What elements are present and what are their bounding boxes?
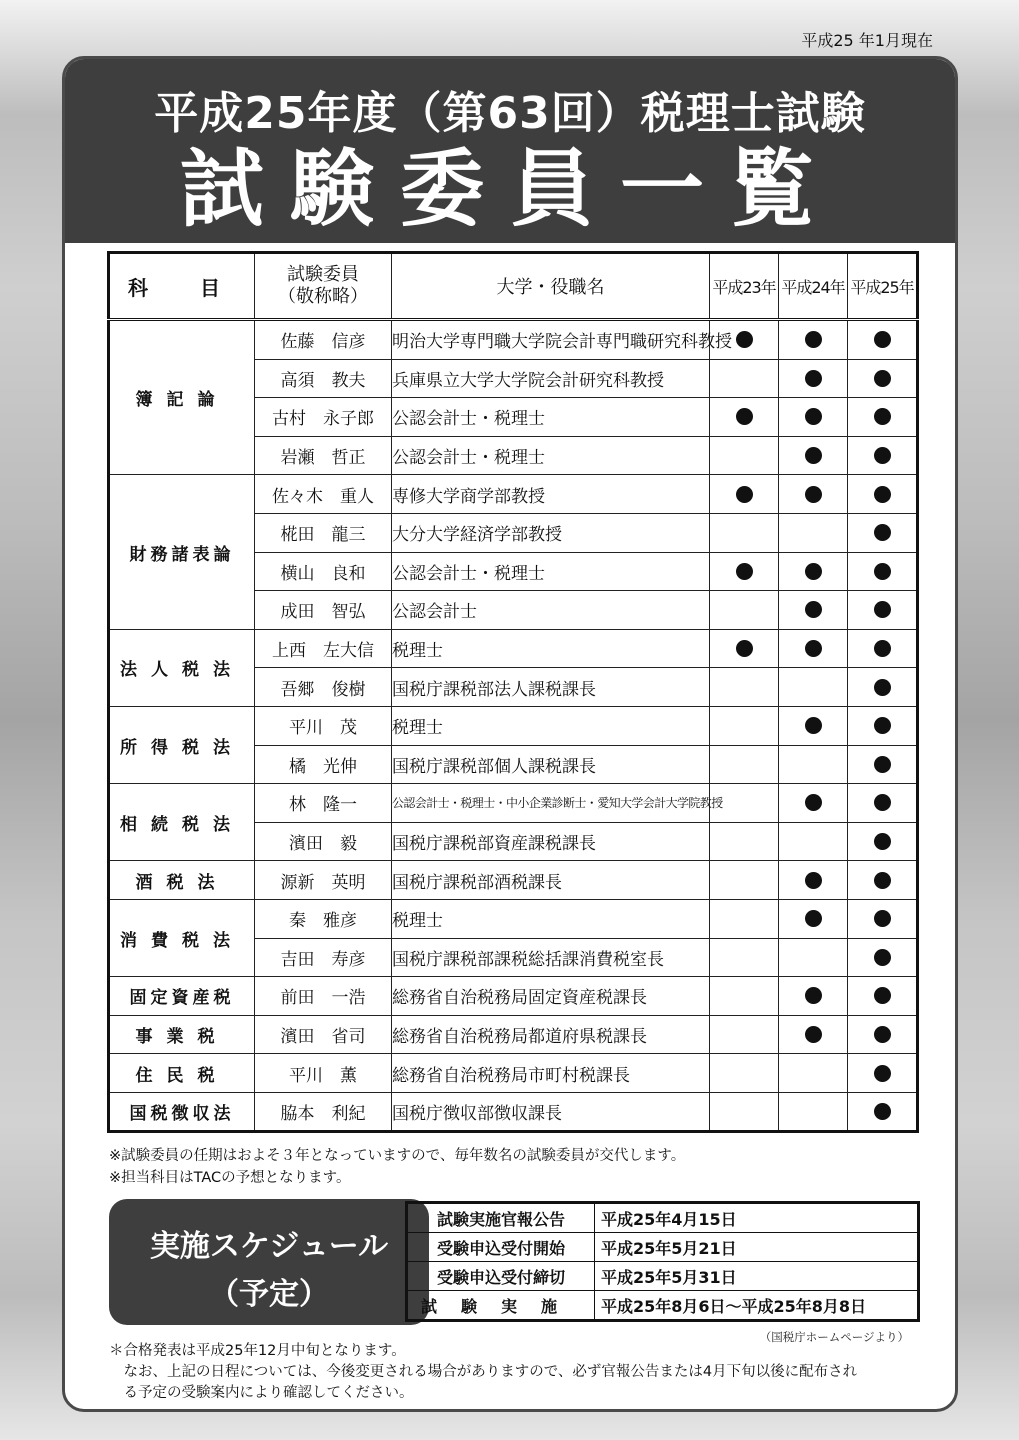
member-name: 平川 薫 [255, 1054, 392, 1093]
mark-y23 [710, 629, 779, 668]
member-title: 大分大学経済学部教授 [392, 513, 710, 552]
mark-y25 [848, 861, 918, 900]
mark-y23 [710, 1092, 779, 1132]
mark-y24 [779, 784, 848, 823]
member-title: 明治大学専門職大学院会計専門職研究科教授 [392, 320, 710, 360]
mark-y25 [848, 668, 918, 707]
table-row [109, 1015, 918, 1054]
filled-circle-icon [874, 949, 891, 966]
member-name: 橘 光伸 [255, 745, 392, 784]
filled-circle-icon [736, 486, 753, 503]
schedule-row [407, 1262, 919, 1291]
filled-circle-icon [874, 447, 891, 464]
filled-circle-icon [874, 1026, 891, 1043]
mark-y24 [779, 1015, 848, 1054]
notes [109, 1145, 685, 1189]
mark-y25 [848, 436, 918, 475]
schedule-event: 受験申込受付開始 [407, 1233, 595, 1262]
member-name: 平川 茂 [255, 706, 392, 745]
table-body [109, 320, 918, 1132]
mark-y25 [848, 320, 918, 360]
member-name: 濱田 省司 [255, 1015, 392, 1054]
mark-y23 [710, 668, 779, 707]
table-row [109, 861, 918, 900]
mark-y23 [710, 1054, 779, 1093]
subject-cell: 固定資産税 [109, 977, 255, 1016]
filled-circle-icon [874, 872, 891, 889]
member-title: 公認会計士・税理士 [392, 398, 710, 437]
schedule-row [407, 1203, 919, 1233]
member-name: 脇本 利紀 [255, 1092, 392, 1132]
filled-circle-icon [874, 563, 891, 580]
header-title: 大学・役職名 [392, 253, 710, 320]
filled-circle-icon [874, 601, 891, 618]
subject-cell: 財務諸表論 [109, 475, 255, 629]
filled-circle-icon [736, 563, 753, 580]
member-title: 総務省自治税務局市町村税課長 [392, 1054, 710, 1093]
filled-circle-icon [874, 910, 891, 927]
member-name: 佐藤 信彦 [255, 320, 392, 360]
filled-circle-icon [874, 717, 891, 734]
subject-cell: 法人税法 [109, 629, 255, 706]
mark-y24 [779, 668, 848, 707]
subject-cell: 簿記論 [109, 320, 255, 475]
filled-circle-icon [805, 408, 822, 425]
subject-cell: 国税徴収法 [109, 1092, 255, 1132]
table-row [109, 629, 918, 668]
member-title: 国税庁課税部法人課税課長 [392, 668, 710, 707]
footnote [109, 1341, 929, 1404]
mark-y25 [848, 513, 918, 552]
member-title: 税理士 [392, 899, 710, 938]
filled-circle-icon [874, 1103, 891, 1120]
mark-y24 [779, 475, 848, 514]
member-title: 総務省自治税務局都道府県税課長 [392, 1015, 710, 1054]
member-title: 公認会計士 [392, 591, 710, 630]
mark-y24 [779, 977, 848, 1016]
mark-y25 [848, 1015, 918, 1054]
mark-y23 [710, 475, 779, 514]
schedule-subtitle: （予定） [209, 1277, 329, 1312]
mark-y24 [779, 861, 848, 900]
mark-y25 [848, 1054, 918, 1093]
filled-circle-icon [805, 910, 822, 927]
filled-circle-icon [736, 640, 753, 657]
table-header-row [109, 253, 918, 320]
mark-y25 [848, 359, 918, 398]
member-name: 椛田 龍三 [255, 513, 392, 552]
member-name: 前田 一浩 [255, 977, 392, 1016]
mark-y24 [779, 706, 848, 745]
subject-cell: 消費税法 [109, 899, 255, 976]
table-row [109, 899, 918, 938]
document-panel [62, 56, 958, 1412]
filled-circle-icon [874, 486, 891, 503]
note-line: ※試験委員の任期はおよそ３年となっていますので、毎年数名の試験委員が交代します。 [109, 1148, 686, 1164]
mark-y25 [848, 552, 918, 591]
table-row [109, 320, 918, 360]
filled-circle-icon [874, 794, 891, 811]
schedule-title: 実施スケジュール [149, 1229, 389, 1264]
filled-circle-icon [874, 640, 891, 657]
mark-y24 [779, 398, 848, 437]
mark-y25 [848, 745, 918, 784]
schedule-row [407, 1233, 919, 1262]
member-title: 国税庁徴収部徴収課長 [392, 1092, 710, 1132]
mark-y24 [779, 513, 848, 552]
table-row [109, 706, 918, 745]
filled-circle-icon [874, 833, 891, 850]
filled-circle-icon [874, 756, 891, 773]
member-name: 佐々木 重人 [255, 475, 392, 514]
mark-y23 [710, 398, 779, 437]
header-year-23: 平成23年 [710, 253, 779, 320]
mark-y23 [710, 822, 779, 861]
member-title: 公認会計士・税理士 [392, 552, 710, 591]
filled-circle-icon [805, 486, 822, 503]
schedule-date: 平成25年8月6日～平成25年8月8日 [595, 1291, 919, 1321]
mark-y23 [710, 899, 779, 938]
filled-circle-icon [736, 331, 753, 348]
member-name: 岩瀬 哲正 [255, 436, 392, 475]
member-title: 公認会計士・税理士 [392, 436, 710, 475]
table-row [109, 977, 918, 1016]
mark-y25 [848, 591, 918, 630]
member-name: 吾郷 俊樹 [255, 668, 392, 707]
mark-y23 [710, 513, 779, 552]
member-name: 成田 智弘 [255, 591, 392, 630]
mark-y23 [710, 706, 779, 745]
mark-y24 [779, 436, 848, 475]
member-name: 上西 左大信 [255, 629, 392, 668]
mark-y23 [710, 436, 779, 475]
footnote-line: なお、上記の日程については、今後変更される場合がありますので、必ず官報公告または4月下旬以後に配布され [109, 1364, 858, 1380]
subject-cell: 所得税法 [109, 706, 255, 783]
member-name: 高須 教夫 [255, 359, 392, 398]
member-title: 専修大学商学部教授 [392, 475, 710, 514]
mark-y23 [710, 552, 779, 591]
filled-circle-icon [805, 794, 822, 811]
table-row [109, 784, 918, 823]
filled-circle-icon [874, 679, 891, 696]
member-name: 濱田 毅 [255, 822, 392, 861]
header-year-24: 平成24年 [779, 253, 848, 320]
header-member: 試験委員 （敬称略） [255, 253, 392, 320]
mark-y25 [848, 398, 918, 437]
mark-y24 [779, 1054, 848, 1093]
mark-y24 [779, 359, 848, 398]
filled-circle-icon [874, 524, 891, 541]
header-subject: 科 目 [109, 253, 255, 320]
mark-y24 [779, 1092, 848, 1132]
subject-cell: 相続税法 [109, 784, 255, 861]
subject-cell: 事業税 [109, 1015, 255, 1054]
member-title: 国税庁課税部個人課税課長 [392, 745, 710, 784]
mark-y25 [848, 822, 918, 861]
subject-cell: 酒税法 [109, 861, 255, 900]
mark-y25 [848, 475, 918, 514]
examiner-table [107, 251, 919, 1133]
mark-y24 [779, 822, 848, 861]
filled-circle-icon [874, 1065, 891, 1082]
mark-y24 [779, 745, 848, 784]
member-name: 横山 良和 [255, 552, 392, 591]
mark-y23 [710, 591, 779, 630]
schedule-table [405, 1201, 920, 1322]
footnote-line: る予定の受験案内により確認してください。 [109, 1385, 414, 1401]
header-banner [65, 59, 955, 243]
mark-y24 [779, 938, 848, 977]
member-title: 税理士 [392, 629, 710, 668]
page-title: 試験委員一覧 [179, 140, 840, 238]
filled-circle-icon [805, 640, 822, 657]
schedule-label-box [109, 1199, 429, 1325]
note-line: ※担当科目はTACの予想となります。 [109, 1170, 351, 1186]
filled-circle-icon [874, 408, 891, 425]
filled-circle-icon [736, 408, 753, 425]
table-row [109, 475, 918, 514]
member-name: 源新 英明 [255, 861, 392, 900]
mark-y24 [779, 629, 848, 668]
table-row [109, 1054, 918, 1093]
filled-circle-icon [874, 987, 891, 1004]
member-name: 林 隆一 [255, 784, 392, 823]
mark-y25 [848, 1092, 918, 1132]
schedule-date: 平成25年4月15日 [595, 1203, 919, 1233]
as-of-date: 平成25 年1月現在 [801, 31, 933, 50]
schedule-event: 試験実施 [407, 1291, 595, 1321]
mark-y23 [710, 1015, 779, 1054]
schedule-event: 受験申込受付締切 [407, 1262, 595, 1291]
exam-subtitle: 平成25年度（第63回）税理士試験 [154, 88, 866, 139]
mark-y24 [779, 591, 848, 630]
filled-circle-icon [805, 601, 822, 618]
mark-y24 [779, 899, 848, 938]
filled-circle-icon [874, 370, 891, 387]
header-year-25: 平成25年 [848, 253, 918, 320]
mark-y25 [848, 977, 918, 1016]
member-name: 秦 雅彦 [255, 899, 392, 938]
mark-y23 [710, 745, 779, 784]
member-title: 国税庁課税部資産課税課長 [392, 822, 710, 861]
mark-y23 [710, 359, 779, 398]
mark-y24 [779, 320, 848, 360]
mark-y25 [848, 899, 918, 938]
filled-circle-icon [805, 447, 822, 464]
mark-y25 [848, 706, 918, 745]
member-title: 税理士 [392, 706, 710, 745]
filled-circle-icon [805, 331, 822, 348]
mark-y23 [710, 938, 779, 977]
mark-y25 [848, 784, 918, 823]
member-title: 国税庁課税部酒税課長 [392, 861, 710, 900]
subject-cell: 住民税 [109, 1054, 255, 1093]
filled-circle-icon [805, 563, 822, 580]
member-title: 国税庁課税部課税総括課消費税室長 [392, 938, 710, 977]
filled-circle-icon [874, 331, 891, 348]
member-title: 公認会計士・税理士・中小企業診断士・愛知大学会計大学院教授 [392, 784, 710, 823]
mark-y23 [710, 977, 779, 1016]
source-note: （国税庁ホームページより） [759, 1330, 909, 1344]
member-name: 古村 永子郎 [255, 398, 392, 437]
mark-y24 [779, 552, 848, 591]
filled-circle-icon [805, 370, 822, 387]
schedule-row [407, 1291, 919, 1321]
mark-y25 [848, 938, 918, 977]
filled-circle-icon [805, 717, 822, 734]
mark-y23 [710, 861, 779, 900]
schedule-date: 平成25年5月21日 [595, 1233, 919, 1262]
member-title: 兵庫県立大学大学院会計研究科教授 [392, 359, 710, 398]
filled-circle-icon [805, 987, 822, 1004]
schedule-date: 平成25年5月31日 [595, 1262, 919, 1291]
filled-circle-icon [805, 872, 822, 889]
schedule-event: 試験実施官報公告 [407, 1203, 595, 1233]
footnote-line: ＊合格発表は平成25年12月中旬となります。 [109, 1343, 406, 1359]
member-title: 総務省自治税務局固定資産税課長 [392, 977, 710, 1016]
table-row [109, 1092, 918, 1132]
filled-circle-icon [805, 1026, 822, 1043]
member-name: 吉田 寿彦 [255, 938, 392, 977]
mark-y25 [848, 629, 918, 668]
